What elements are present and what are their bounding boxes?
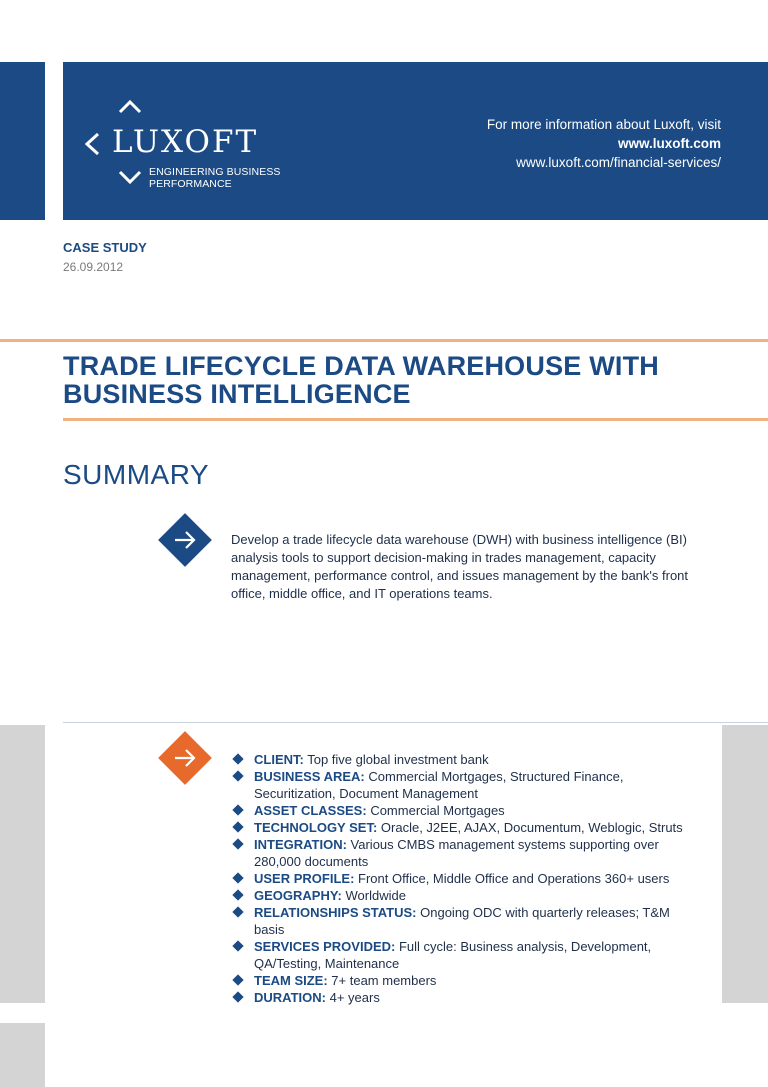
- diamond-bullet-icon: [232, 872, 243, 883]
- luxoft-logo: [85, 98, 355, 190]
- fact-label: RELATIONSHIPS STATUS:: [254, 905, 417, 920]
- fact-value: Oracle, J2EE, AJAX, Documentum, Weblogic, Struts: [380, 820, 683, 835]
- fact-label: TECHNOLOGY SET:: [254, 820, 378, 835]
- financial-services-link[interactable]: www.luxoft.com/financial-services/: [516, 155, 721, 170]
- right-gray-block: [722, 725, 768, 1003]
- arrow-right-icon: [158, 513, 212, 567]
- fact-value: Various CMBS management systems supporting over 280,000 documents: [254, 837, 659, 869]
- document-type-label: CASE STUDY: [63, 240, 147, 255]
- fact-item: [232, 802, 692, 819]
- section-divider: [63, 722, 768, 723]
- fact-value: Front Office, Middle Office and Operations 360+ users: [358, 871, 670, 886]
- fact-value: 4+ years: [329, 990, 380, 1005]
- fact-value: Full cycle: Business analysis, Development, QA/Testing, Maintenance: [254, 939, 652, 971]
- diamond-bullet-icon: [232, 770, 243, 781]
- header-edge-block: [0, 62, 45, 220]
- fact-value: Ongoing ODC with quarterly releases; T&M basis: [254, 905, 670, 937]
- fact-item: [232, 904, 692, 938]
- summary-text: Develop a trade lifecycle data warehouse (DWH) with business intelligence (BI) analysis tools to support decision‐making in trades management, capacity management, performance control, and issues management by the bank's front office, middle office, and IT operations teams.: [231, 532, 689, 601]
- diamond-bullet-icon: [232, 906, 243, 917]
- fact-item: [232, 887, 692, 904]
- diamond-bullet-icon: [232, 889, 243, 900]
- fact-label: BUSINESS AREA:: [254, 769, 365, 784]
- left-gray-block-bottom: [0, 1023, 45, 1087]
- logo-wordmark: LUXOFT: [112, 124, 259, 160]
- diamond-bullet-icon: [232, 940, 243, 951]
- project-facts-list: [232, 751, 692, 1006]
- title-bottom-rule: [63, 418, 768, 421]
- fact-label: INTEGRATION:: [254, 837, 347, 852]
- fact-label: SERVICES PROVIDED:: [254, 939, 396, 954]
- fact-label: TEAM SIZE:: [254, 973, 328, 988]
- fact-label: DURATION:: [254, 990, 326, 1005]
- fact-item: [232, 989, 692, 1006]
- diamond-bullet-icon: [232, 753, 243, 764]
- fact-value: Top five global investment bank: [307, 752, 489, 767]
- fact-item: [232, 972, 692, 989]
- diamond-bullet-icon: [232, 838, 243, 849]
- title-top-rule: [0, 339, 768, 342]
- header-contact-info: [380, 115, 721, 172]
- left-gray-block: [0, 725, 45, 1003]
- fact-label: GEOGRAPHY:: [254, 888, 342, 903]
- fact-value: Commercial Mortgages: [370, 803, 505, 818]
- website-link[interactable]: www.luxoft.com: [617, 136, 721, 151]
- arrow-right-icon: [158, 731, 212, 785]
- logo-tagline: ENGINEERING BUSINESS PERFORMANCE: [149, 166, 281, 190]
- fact-label: USER PROFILE:: [254, 871, 355, 886]
- fact-value: Worldwide: [345, 888, 406, 903]
- header-info-line: For more information about Luxoft, visit: [486, 117, 721, 132]
- page-title: TRADE LIFECYCLE DATA WAREHOUSE WITH BUSINESS INTELLIGENCE: [63, 351, 659, 409]
- fact-item: [232, 751, 692, 768]
- diamond-bullet-icon: [232, 991, 243, 1002]
- document-date: 26.09.2012: [63, 260, 124, 274]
- fact-item: [232, 768, 692, 802]
- summary-heading: SUMMARY: [63, 459, 210, 490]
- fact-item: [232, 870, 692, 887]
- diamond-bullet-icon: [232, 974, 243, 985]
- fact-item: [232, 938, 692, 972]
- fact-label: CLIENT:: [254, 752, 304, 767]
- fact-value: 7+ team members: [331, 973, 437, 988]
- diamond-bullet-icon: [232, 804, 243, 815]
- diamond-bullet-icon: [232, 821, 243, 832]
- fact-value: Commercial Mortgages, Structured Finance, Securitization, Document Management: [254, 769, 624, 801]
- fact-item: [232, 819, 692, 836]
- fact-label: ASSET CLASSES:: [254, 803, 367, 818]
- fact-item: [232, 836, 692, 870]
